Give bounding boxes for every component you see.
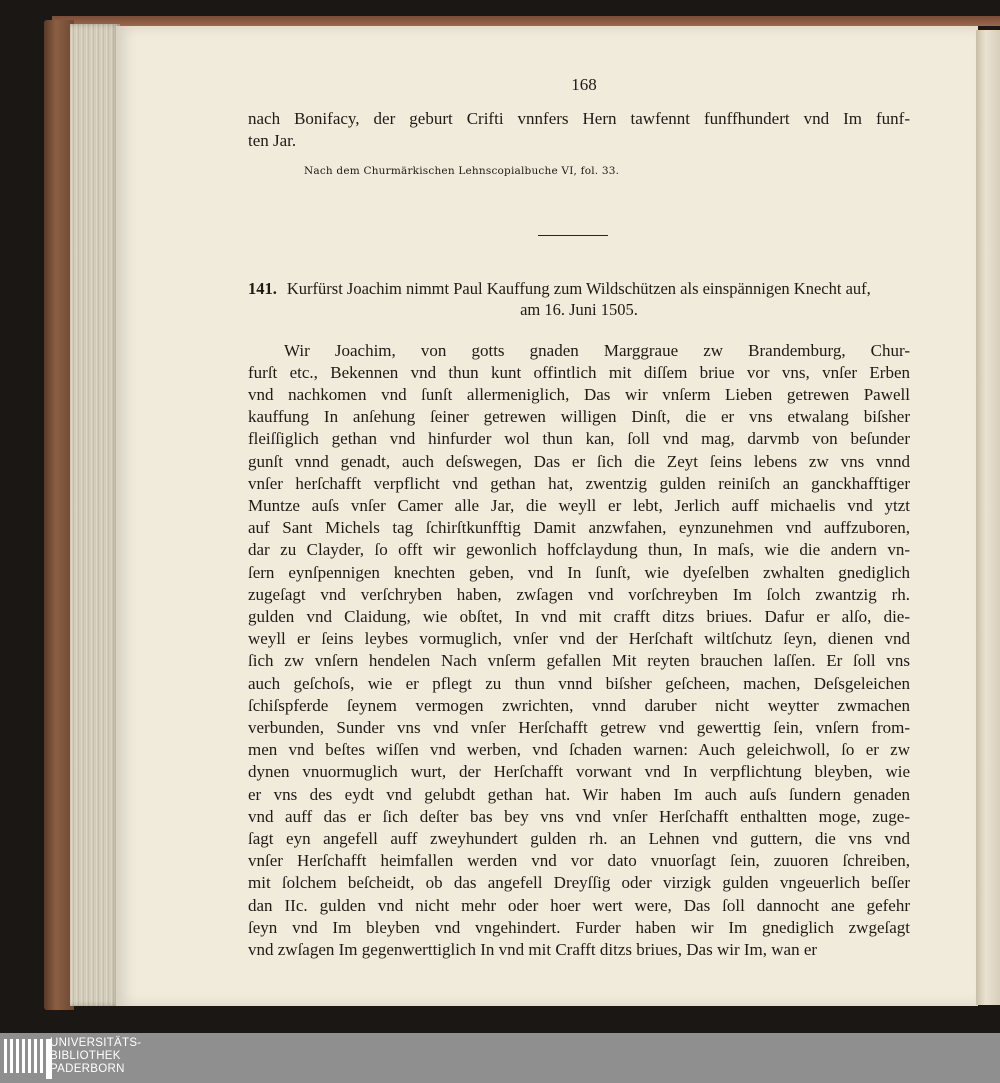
heading-title: Kurfürst Joachim nimmt Paul Kauffung zum Wildschützen als einspännigen Knecht auf, xyxy=(286,278,871,298)
body-line: weyll er ſeins leybes vormuglich, vnſer vnd der Herſchaft wiltſchutz ſeyn, dienen vnd xyxy=(248,629,910,649)
body-line: vnd nachkomen vnd ſunſt allermeniglich, Das wir vnſerm Lieben getrewen Pawell xyxy=(248,385,910,405)
body-line: zugeſagt vnd verſchryben haben, zwſagen vnd vorſchreyben Im ſolch zwantzig rh. xyxy=(248,584,910,604)
body-line: mit ſolchem beſcheidt, ob das angefell Dreyſſig oder virzigk gulden vngeuerlich beſſer xyxy=(248,873,910,893)
body-line: vnd zwſagen Im gegenwerttiglich In vnd mit Crafft ditzs briues, Das wir Im, wan er xyxy=(248,940,818,960)
library-footer xyxy=(0,1033,1000,1083)
body-line: ſagt eyn angefell auff zweyhundert gulden rh. an Lehnen vnd guttern, die vns vnd xyxy=(248,829,910,849)
library-logo-text xyxy=(50,1037,141,1076)
body-line: ſeyn vnd Im bleyben vnd vngehindert. Furder haben wir Im gnediglich zwgeſagt xyxy=(248,917,910,937)
logo-line: PADERBORN xyxy=(50,1063,125,1075)
body-line: ſern eynſpennigen knechten geben, vnd In ſunſt, wie dyeſelben zwhalten gnediglich xyxy=(248,562,910,582)
body-line: verbunden, Sunder vns vnd vnſer Herſchafft getrew vnd gewerttig ſein, vnſern from- xyxy=(248,718,910,738)
body-line: ſchiſspferde ſeynem vermogen zwrichten, vnnd daruber nicht weytter zwmachen xyxy=(248,695,910,715)
page-number: 168 xyxy=(571,75,597,94)
logo-line: UNIVERSITÄTS- xyxy=(50,1037,142,1049)
section-divider xyxy=(538,235,608,236)
body-line: gunſt vnnd genadt, auch deſswegen, Das er ſich die Zeyt ſeins lebens zw vns vnnd xyxy=(248,451,910,471)
body-line: fleiſſiglich gethan vnd hinfurder wol thun kan, ſoll vnd mag, darvmb von beſunder xyxy=(248,429,910,449)
body-line: vnſer Herſchafft heimfallen werden vnd vor dato vnuorſagt ſein, zuuoren ſchreiben, xyxy=(248,851,910,871)
facing-page-edge xyxy=(976,30,1000,1005)
heading-line-1 xyxy=(248,278,910,299)
body-line: er vns des eydt vnd gelubdt gethan hat. Wir haben Im auch auſs ſundern genaden xyxy=(248,784,910,804)
document-number: 141. xyxy=(248,278,277,298)
body-line: ſich zw vnſern hendelen Nach vnſerm gefallen Mit reyten brauchen laſſen. Er ſoll vns xyxy=(248,651,910,671)
page-stack-edge xyxy=(70,24,120,1006)
body-line: gulden vnd Claidung, wie obſtet, In vnd mit crafft ditzs briues. Dafur er alſo, die- xyxy=(248,607,910,627)
intro-paragraph xyxy=(248,108,910,152)
body-line: Muntze auſs vnſer Camer alle Jar, die weyll er lebt, Jerlich auff michaelis vnd ytzt xyxy=(248,496,910,516)
body-line: furſt etc., Bekennen vnd thun kunt offintlich mit diſſem briue vor vns, vnſer Erben xyxy=(248,362,910,382)
page-content xyxy=(248,28,910,961)
body-text xyxy=(248,340,910,962)
document-heading xyxy=(248,278,910,320)
heading-date: am 16. Juni 1505. xyxy=(520,299,638,319)
body-line: Wir Joachim, von gotts gnaden Marggraue zw Brandemburg, Chur- xyxy=(284,340,910,360)
body-line: kauffung In anſehung ſeiner getrewen willigen Dinſt, die er vns etwalang biſsher xyxy=(248,407,910,427)
book-cover-top-edge xyxy=(52,16,1000,26)
body-line: men vnd beſtes wiſſen vnd werben, vnd ſchaden warnen: Auch geleichwoll, ſo er zw xyxy=(248,740,910,760)
body-line: vnd auff das er ſich deſter bas bey vns vnd vnſer Herſchafft enthaltten moge, zuge- xyxy=(248,806,910,826)
body-line: vnſer herſchafft verpflicht vnd gethan hat, zwentzig gulden reiniſch an ganckhafftiger xyxy=(248,473,910,493)
logo-line: BIBLIOTHEK xyxy=(50,1050,121,1062)
source-note: Nach dem Churmärkischen Lehnscopialbuche VI, fol. 33. xyxy=(304,165,620,178)
body-line: dan IIc. gulden vnd nicht mehr oder hoer wert were, Das ſoll dannocht ane gefehr xyxy=(248,895,910,915)
body-line: dynen vnuormuglich wurt, der Herſchafft vorwant vnd In verpflichtung bleyben, wie xyxy=(248,762,910,782)
body-line: auf Sant Michels tag ſchirſtkunfftig Damit anzwfahen, eynzunehmen vnd auffzuboren, xyxy=(248,518,910,538)
intro-line: ten Jar. xyxy=(248,131,297,151)
body-line: dar zu Clayder, ſo offt wir gewonlich hoffclaydung thun, In maſs, wie die andern vn- xyxy=(248,540,910,560)
intro-line: nach Bonifacy, der geburt Crifti vnnfers Hern tawfennt funffhundert vnd Im funf- xyxy=(248,109,910,128)
body-line: auch geſchoſs, wie er pflegt zu thun vnnd biſsher geſcheen, machen, Deſsgeleichen xyxy=(248,673,910,693)
library-logo-icon xyxy=(4,1039,52,1079)
